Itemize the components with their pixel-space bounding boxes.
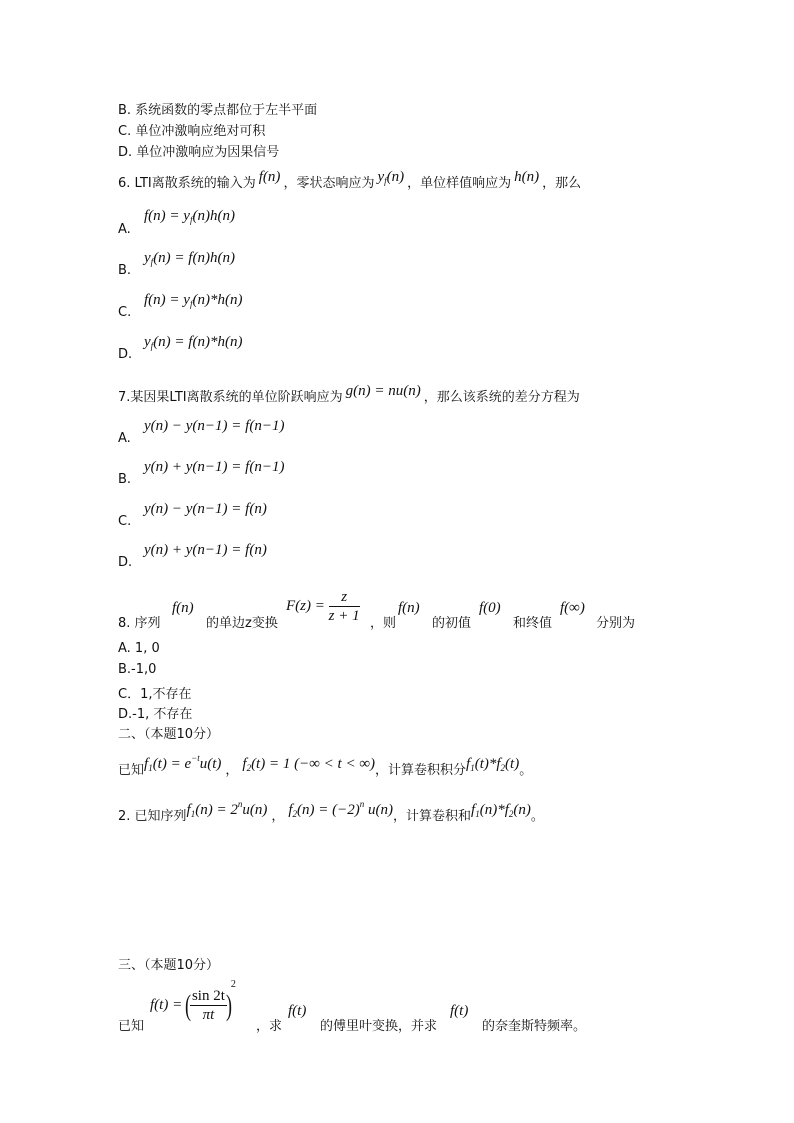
q8-expr-initial: f(0) bbox=[479, 600, 501, 616]
q7-stem bbox=[118, 383, 580, 406]
sec2-p2-sep: ， bbox=[271, 809, 285, 824]
sec2-p1-f2: $f_2(t) = 1$ (−∞ < t < ∞) bbox=[242, 756, 376, 773]
sec2-p1-convolution: $f_1(t)*f_2(t)$ bbox=[466, 756, 520, 773]
q6-option-d: $y_f(n) = f(n)*h(n)$ bbox=[144, 334, 243, 351]
q7-stem-text-2: ，那么该系统的差分方程为 bbox=[423, 390, 580, 405]
sec3-exponent: 2 bbox=[230, 979, 236, 990]
q6-label-a: A. bbox=[118, 222, 131, 237]
q8-stem-text-2: 的单边z变换 bbox=[206, 616, 278, 631]
sec2-p1-sep: ， bbox=[225, 763, 239, 778]
q6-stem-text-1: 6. LTI离散系统的输入为 bbox=[118, 176, 256, 191]
q6-option-c: $f(n) = y_f(n)*h(n)$ bbox=[144, 292, 243, 309]
q7-label-c: C. bbox=[118, 514, 132, 529]
sec2-p2-f1: $f_1(n) = 2^nu(n)$ bbox=[186, 799, 268, 819]
q8-stem-text-1: 8. 序列 bbox=[118, 616, 161, 631]
sec3-expr-f: f(t) bbox=[288, 1003, 307, 1019]
q8-stem-text-4: 的初值 bbox=[432, 616, 472, 631]
q7-option-c: y(n) − y(n−1) = f(n) bbox=[144, 501, 267, 517]
q5-option-d: D. 单位冲激响应为因果信号 bbox=[118, 145, 280, 160]
section-3-heading: 三、（本题10分） bbox=[118, 958, 220, 973]
sec2-p2-convolution: $f_1(n)*f_2(n)$ bbox=[471, 802, 531, 819]
q8-option-b: B.-1,0 bbox=[118, 662, 157, 677]
q8-stem-text-3: ，则 bbox=[370, 616, 397, 631]
sec2-problem-2 bbox=[118, 799, 544, 825]
sec3-end: 的奈奎斯特频率。 bbox=[482, 1019, 587, 1034]
q8-z-lhs: F(z) = bbox=[286, 598, 325, 614]
q6-stem bbox=[118, 169, 582, 192]
q8-option-d: D.-1, 不存在 bbox=[118, 707, 193, 722]
q8-z-transform bbox=[286, 588, 360, 625]
q7-option-a: y(n) − y(n−1) = f(n−1) bbox=[144, 418, 285, 434]
sec3-expr-f-2: f(t) bbox=[450, 1003, 469, 1019]
sec2-p1-f1: $f_1(t) = e^{-t}u(t)$ bbox=[144, 753, 222, 773]
q8-stem-text-6: 分别为 bbox=[596, 616, 636, 631]
q7-label-b: B. bbox=[118, 472, 132, 487]
q6-stem-text-4: ，那么 bbox=[542, 176, 582, 191]
q6-expr-zero-state: $y_f(n)$ bbox=[377, 169, 405, 186]
q6-stem-text-2: ，零状态响应为 bbox=[283, 176, 375, 191]
q7-option-d: y(n) + y(n−1) = f(n) bbox=[144, 542, 267, 558]
q6-option-b: $y_f(n) = f(n)h(n)$ bbox=[144, 250, 235, 267]
q7-label-d: D. bbox=[118, 555, 133, 570]
sec2-p2-end: 。 bbox=[530, 809, 544, 824]
sec3-given-function bbox=[150, 979, 236, 1024]
sec3-fraction: $\frac{\sin 2t}{\pi t}$ bbox=[191, 988, 225, 1024]
q8-stem-text-5: 和终值 bbox=[513, 616, 553, 631]
q7-expr-step-response: g(n) = nu(n) bbox=[345, 383, 421, 399]
q7-label-a: A. bbox=[118, 431, 131, 446]
q8-expr-sequence: f(n) bbox=[172, 600, 194, 616]
sec2-p2-pre: 2. 已知序列 bbox=[118, 809, 187, 824]
q6-stem-text-3: ，单位样值响应为 bbox=[407, 176, 512, 191]
q8-option-c: C．1,不存在 bbox=[118, 687, 192, 702]
q6-label-b: B. bbox=[118, 263, 132, 278]
sec3-pre: 已知 bbox=[118, 1019, 145, 1034]
sec2-p2-mid: ，计算卷积和 bbox=[393, 809, 472, 824]
q7-stem-text-1: 7.某因果LTI离散系统的单位阶跃响应为 bbox=[118, 390, 343, 405]
q8-expr-sequence-2: f(n) bbox=[398, 600, 420, 616]
section-2-heading: 二、（本题10分） bbox=[118, 727, 220, 742]
sec2-p1-mid: ，计算卷积积分 bbox=[375, 763, 467, 778]
sec3-mid-1: ，求 bbox=[256, 1019, 283, 1034]
q8-expr-final: f(∞) bbox=[560, 600, 585, 616]
q8-option-a: A. 1, 0 bbox=[118, 641, 160, 656]
q7-option-b: y(n) + y(n−1) = f(n−1) bbox=[144, 459, 285, 475]
q5-option-c: C. 单位冲激响应绝对可积 bbox=[118, 124, 266, 139]
q5-option-b: B. 系统函数的零点都位于左半平面 bbox=[118, 103, 318, 118]
q6-expr-impulse: h(n) bbox=[514, 169, 540, 185]
sec3-right-paren: ) bbox=[225, 988, 232, 1022]
sec2-p1-pre: 已知 bbox=[118, 763, 145, 778]
q6-option-a: $f(n) = y_f(n)h(n)$ bbox=[144, 208, 235, 225]
q6-expr-input: f(n) bbox=[258, 169, 281, 185]
sec2-p2-f2: $f_2(n) = (-2)^n$ u(n) bbox=[288, 799, 394, 819]
sec3-f-lhs: f(t) = bbox=[150, 997, 183, 1014]
sec3-left-paren: ( bbox=[184, 988, 191, 1022]
sec3-mid-2: 的傅里叶变换，并求 bbox=[320, 1019, 438, 1034]
q8-z-fraction: $\frac{z}{z + 1}$ bbox=[328, 589, 360, 624]
sec2-p1-end: 。 bbox=[519, 763, 533, 778]
q6-label-c: C. bbox=[118, 305, 132, 320]
q6-label-d: D. bbox=[118, 347, 133, 362]
sec2-problem-1 bbox=[118, 753, 533, 779]
